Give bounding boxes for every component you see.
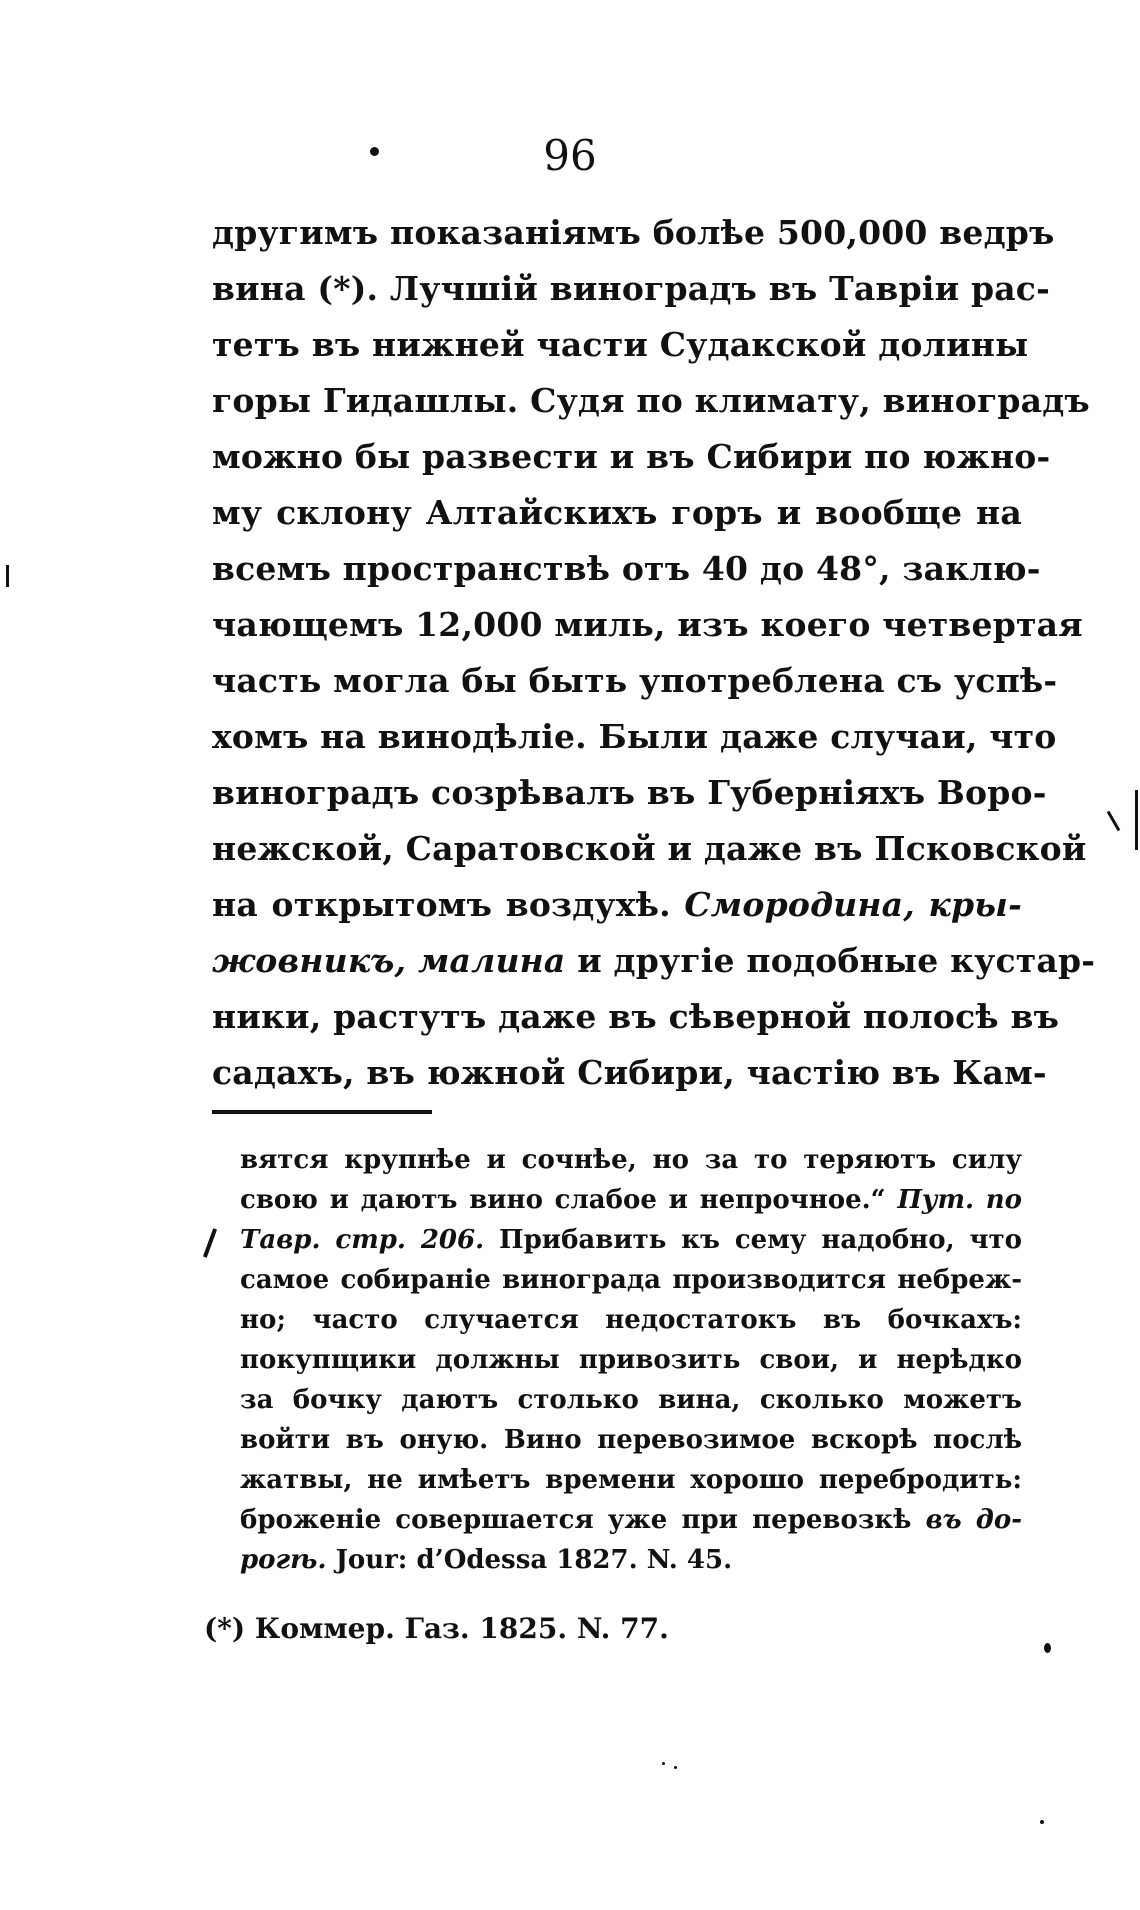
footnote-line-mixed	[240, 1180, 1022, 1220]
footnote-line: но; часто случается недостатокъ въ бочкахъ:	[240, 1305, 1022, 1335]
footnote-separator-rule	[212, 1110, 432, 1114]
footnote-line: вятся крупнѣе и сочнѣе, но за то теряютъ силу	[240, 1145, 1022, 1175]
footnote-citation: Пут. по	[897, 1185, 1022, 1215]
main-text-line: другимъ показаніямъ болѣе 500,000 ведръ	[212, 213, 1055, 252]
main-text-line: хомъ на винодѣліе. Были даже случаи, что	[212, 717, 1057, 756]
main-text-block	[212, 205, 1096, 1101]
main-text-line: нежской, Саратовской и даже въ Псковской	[212, 829, 1087, 868]
main-text-line: чающемъ 12,000 миль, изъ коего четвертая	[212, 605, 1083, 644]
scan-speck-mark	[674, 1766, 677, 1769]
main-text-line: можно бы развести и въ Сибири по южно-	[212, 437, 1051, 476]
footnote-line: покупщики должны привозить свои, и нерѣдко	[240, 1345, 1022, 1375]
main-text-line: вина (*). Лучшій виноградъ въ Тавріи рас-	[212, 269, 1050, 308]
footnote-line: войти въ оную. Вино перевозимое вскорѣ послѣ	[240, 1425, 1022, 1455]
footnote-segment: броженіе совершается уже при перевозкѣ	[240, 1505, 912, 1535]
footnote-block	[240, 1140, 1022, 1580]
scan-speck-mark	[1135, 790, 1138, 850]
italic-term: Смородина, кры-	[684, 885, 1022, 924]
main-text-line-mixed	[212, 877, 1022, 933]
footnote-line-mixed	[240, 1220, 1022, 1260]
main-text-line: часть могла бы быть употреблена съ успѣ-	[212, 661, 1058, 700]
footnote-line-mixed	[240, 1500, 1022, 1540]
scan-speck-mark	[6, 565, 9, 587]
reference-note: (*) Коммер. Газ. 1825. N. 77.	[204, 1612, 669, 1645]
scan-speck-mark	[1107, 811, 1121, 832]
footnote-line: самое собираніе винограда производится небреж-	[240, 1265, 1022, 1295]
scan-speck-mark	[1044, 1643, 1051, 1653]
footnote-citation: Тавр. стр. 206.	[240, 1225, 485, 1255]
main-text-line: горы Гидашлы. Судя по климату, виноградъ	[212, 381, 1090, 420]
main-text-line: виноградъ созрѣвалъ въ Губерніяхъ Воро-	[212, 773, 1047, 812]
main-text-segment: и другіе подобные кустар-	[577, 941, 1096, 980]
main-text-line: садахъ, въ южной Сибири, частію въ Кам-	[212, 1053, 1047, 1092]
footnote-citation: рогѣ.	[240, 1545, 327, 1575]
footnote-citation: въ до-	[925, 1505, 1022, 1535]
main-text-line-mixed	[212, 933, 1096, 989]
main-text-line: ники, растутъ даже въ сѣверной полосѣ въ	[212, 997, 1060, 1036]
footnote-segment: свою и даютъ вино слабое и непрочное.“	[240, 1185, 886, 1215]
italic-term: малина	[417, 941, 566, 980]
footnote-line-mixed	[240, 1540, 1022, 1580]
main-text-line: му склону Алтайскихъ горъ и вообще на	[212, 493, 1022, 532]
scan-speck-mark	[1040, 1820, 1044, 1824]
main-text-line: тетъ въ нижней части Судакской долины	[212, 325, 1029, 364]
scan-speck-mark	[662, 1762, 665, 1765]
main-text-line: всемъ пространствѣ отъ 40 до 48°, заклю-	[212, 549, 1041, 588]
footnote-segment: Прибавить къ сему надобно, что	[499, 1225, 1022, 1255]
page-number: 96	[543, 131, 597, 180]
scan-speck-mark	[203, 1228, 217, 1258]
footnote-line: жатвы, не имѣетъ времени хорошо перебродить:	[240, 1465, 1022, 1495]
footnote-segment: Jour: d’Odessa 1827. N. 45.	[335, 1545, 733, 1575]
footnote-line: за бочку даютъ столько вина, сколько можетъ	[240, 1385, 1022, 1415]
italic-term: жовникъ,	[212, 941, 407, 980]
main-text-segment: на открытомъ воздухѣ.	[212, 885, 671, 924]
